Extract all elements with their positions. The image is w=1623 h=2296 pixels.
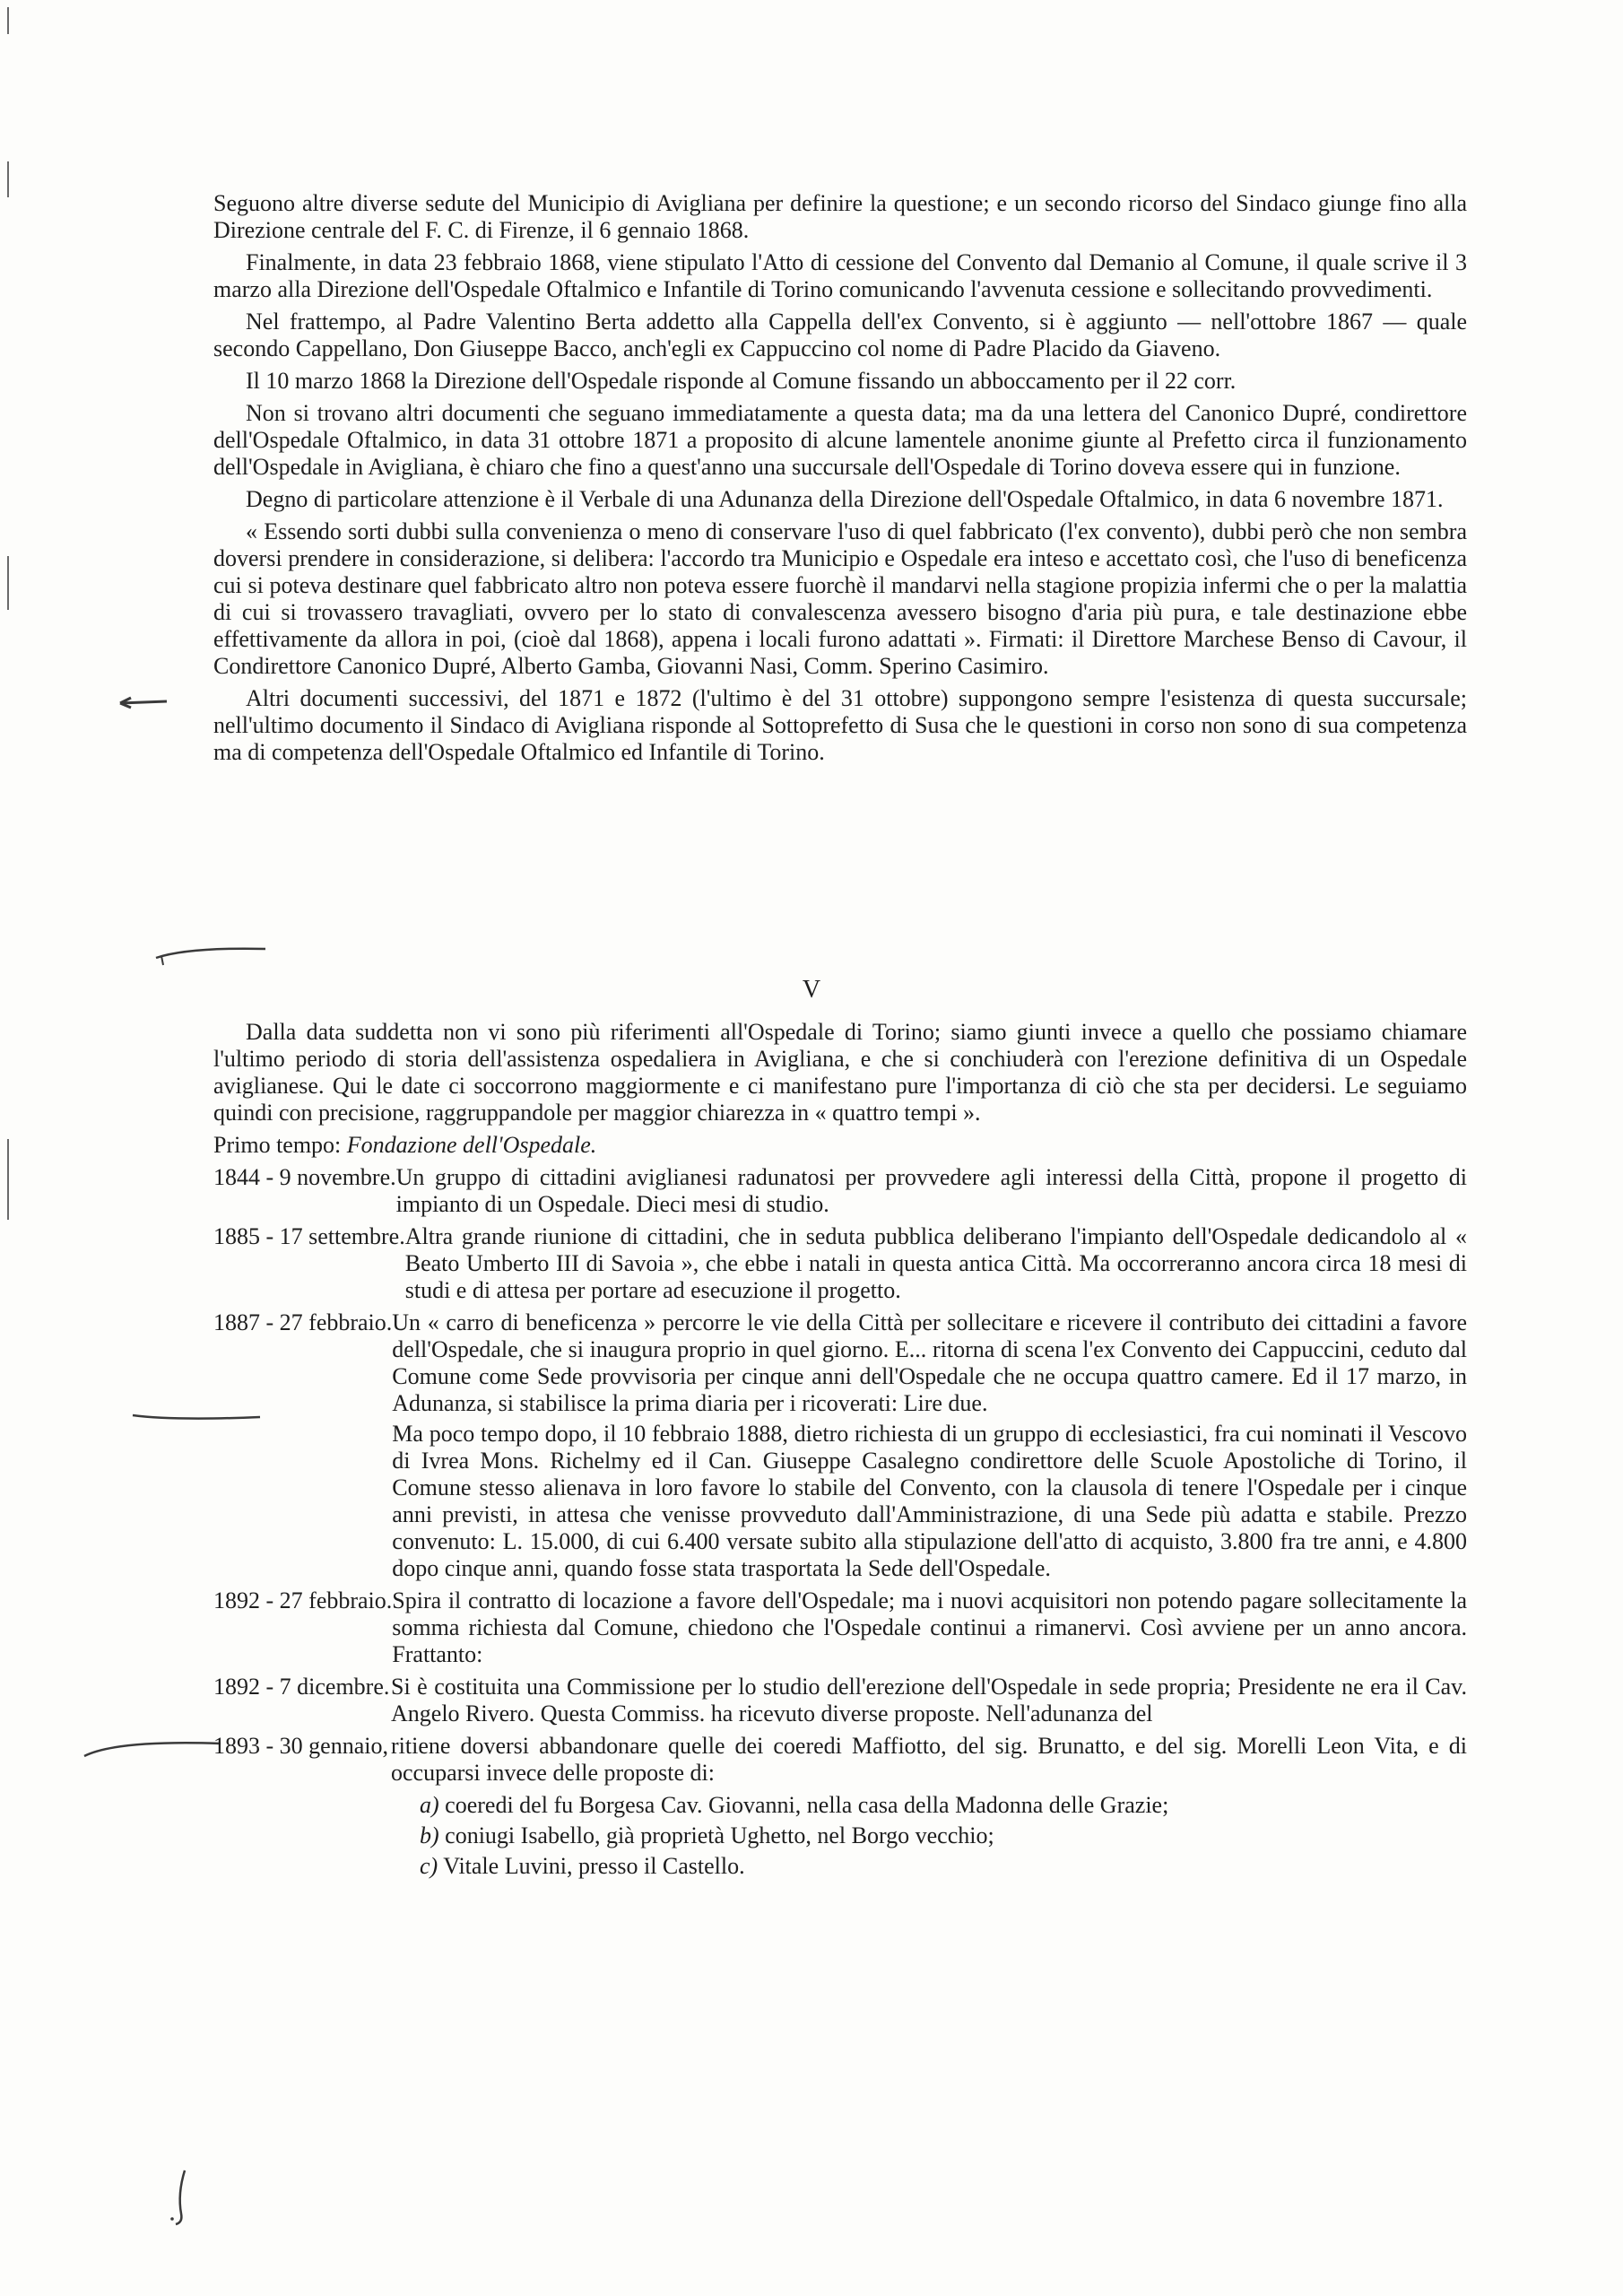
pen-line-mark (152, 942, 269, 969)
proposal-item (420, 1822, 1467, 1849)
chronology-entry (213, 1733, 1467, 1787)
binding-edge-mark (7, 1139, 9, 1220)
proposal-text: coeredi del fu Borgesa Cav. Giovanni, nella casa della Madonna delle Grazie; (445, 1792, 1169, 1818)
entry-text: Si è costituita una Commissione per lo studio dell'erezione dell'Ospedale in sede propria; Presidente ne era il Cav. Angelo Rivero. Questa Commiss. ha ricevuto diverse proposte. Nell'adunanza del (391, 1674, 1467, 1726)
tempo-label: Primo tempo: (213, 1132, 342, 1158)
body-paragraph: Finalmente, in data 23 febbraio 1868, viene stipulato l'Atto di cessione del Convento dal Demanio al Comune, il quale scrive il 3 marzo alla Direzione dell'Ospedale Oftalmico e Infantile di Torino comunicando l'avvenuta cessione e sollecitando provvedimenti. (213, 249, 1467, 302)
tempo-title: Fondazione dell'Ospedale. (346, 1132, 597, 1158)
entry-text: ritiene doversi abbandonare quelle dei coeredi Maffiotto, del sig. Brunatto, e del sig. Morelli Leon Vita, e di occuparsi invece delle proposte di: (391, 1733, 1467, 1786)
section-numeral: V (802, 976, 821, 1004)
intro-paragraph: Dalla data suddetta non vi sono più riferimenti all'Ospedale di Torino; siamo giunti invece a quello che possiamo chiamare l'ultimo periodo di storia dell'assistenza ospedaliera in Avigliana, e che si conchiuderà con l'erezione definitiva di un Ospedale aviglianese. Qui le date ci soccorrono maggiormente e ci manifestano pure l'importanza di ciò che sta per decidersi. Le seguiamo quindi con precisione, raggruppandole per maggior chiarezza in « quattro tempi ». (213, 1019, 1467, 1126)
proposal-item (420, 1792, 1467, 1819)
chronology-entry (213, 1674, 1467, 1727)
proposal-text: Vitale Luvini, presso il Castello. (443, 1853, 745, 1879)
entry-date: 1892 - 7 dicembre. (213, 1674, 390, 1700)
body-paragraph: Altri documenti successivi, del 1871 e 1872 (l'ultimo è del 31 ottobre) suppongono sempre l'esistenza di questa succursale; nell'ultimo documento il Sindaco di Avigliana risponde al Sottoprefetto di Susa che le questioni in corso non sono di sua competenza ma di competenza dell'Ospedale Oftalmico ed Infantile di Torino. (213, 685, 1467, 765)
entry-date: 1892 - 27 febbraio. (213, 1587, 393, 1613)
chronology-entry (213, 1587, 1467, 1668)
chronology-entry (213, 1164, 1467, 1218)
tempo-heading (213, 1132, 1467, 1159)
proposal-text: coniugi Isabello, già proprietà Ughetto, nel Borgo vecchio; (445, 1822, 994, 1848)
text-block-top (213, 190, 1467, 771)
chronology-entry (213, 1309, 1467, 1582)
quoted-minutes-paragraph: « Essendo sorti dubbi sulla convenienza o meno di conservare l'uso di quel fabbricato (l'ex convento), dubbi però che non sembra doversi prendere in considerazione, si delibera: l'accordo tra Municipio e Ospedale era inteso e accettato così, che l'uso di beneficenza cui si poteva destinare quel fabbricato altro non poteva essere fuorchè il mandarvi nella stagione propizia infermi che o per la malattia di cui si trovassero travagliati, ovvero per lo stato di convalescenza avessero bisogno d'aria più pura, e tale destinazione ebbe effettivamente da allora in poi, (cioè dal 1868), appena i locali furono adattati ». Firmati: il Direttore Marchese Benso di Cavour, il Condirettore Canonico Dupré, Alberto Gamba, Giovanni Nasi, Comm. Sperino Casimiro. (213, 518, 1467, 679)
proposal-letter: a) (420, 1792, 439, 1818)
proposal-item (420, 1853, 1467, 1880)
binding-edge-mark (7, 161, 9, 197)
pen-line-mark (81, 1735, 224, 1761)
body-paragraph: Degno di particolare attenzione è il Verbale di una Adunanza della Direzione dell'Ospedale Oftalmico, in data 6 novembre 1871. (246, 486, 1444, 512)
chronology-entry (213, 1223, 1467, 1304)
text-block-bottom (213, 1019, 1467, 1883)
entry-date: 1885 - 17 settembre. (213, 1223, 405, 1249)
entry-date: 1887 - 27 febbraio. (213, 1309, 393, 1335)
proposal-letter: c) (420, 1853, 438, 1879)
pen-arrow-mark (117, 692, 170, 714)
proposal-letter: b) (420, 1822, 439, 1848)
entry-extra-text: Ma poco tempo dopo, il 10 febbraio 1888, dietro richiesta di un gruppo di ecclesiastici, fra cui nominati il Vescovo di Ivrea Mons. Richelmy ed il Can. Giuseppe Casalegno condirettore delle Scuole Apostoliche di Torino, il Comune stesso alienava in loro favore lo stabile del Convento, con la clausola di tenere l'Ospedale per i cinque anni previsti, in attesa che venisse provveduto dall'Amministrazione, di una Sede più adatta e stabile. Prezzo convenuto: L. 15.000, di cui 6.400 versate subito alla stipulazione dell'atto di acquisto, 3.800 fra tre anni, e 4.800 dopo cinque anni, quando fosse stata trasportata la Sede dell'Ospedale. (392, 1421, 1467, 1581)
entry-text: Altra grande riunione di cittadini, che in seduta pubblica deliberano l'impianto dell'Ospedale dedicandolo al « Beato Umberto III di Savoia », che ebbe i natali in questa antica Città. Ma occorreranno ancora circa 18 mesi di studi e di attesa per portare ad esecuzione il progetto. (404, 1223, 1467, 1303)
entry-text: Spira il contratto di locazione a favore dell'Ospedale; ma i nuovi acquisitori non potendo pagare sollecitamente la somma richiesta dal Comune, chiedono che l'Ospedale continui a rimanervi. Così avviene per un anno ancora. Frattanto: (392, 1587, 1467, 1667)
body-paragraph: Seguono altre diverse sedute del Municipio di Avigliana per definire la questione; e un secondo ricorso del Sindaco giunge fino alla Direzione centrale del F. C. di Firenze, il 6 gennaio 1868. (213, 190, 1467, 243)
body-paragraph: Nel frattempo, al Padre Valentino Berta addetto alla Cappella dell'ex Convento, si è aggiunto — nell'ottobre 1867 — quale secondo Cappellano, Don Giuseppe Bacco, anch'egli ex Cappuccino col nome di Padre Placido da Giaveno. (213, 309, 1467, 361)
binding-edge-mark (7, 7, 9, 34)
body-paragraph: Non si trovano altri documenti che seguano immediatamente a questa data; ma da una lettera del Canonico Dupré, condirettore dell'Ospedale Oftalmico, in data 31 ottobre 1871 a proposito di alcune lamentele anonime giunte al Prefetto circa il funzionamento dell'Ospedale in Avigliana, è chiaro che fino a quest'anno una succursale dell'Ospedale di Torino doveva essere qui in funzione. (213, 400, 1467, 480)
proposals-list (391, 1792, 1467, 1880)
entry-date: 1844 - 9 novembre. (213, 1164, 396, 1190)
entry-text: Un gruppo di cittadini aviglianesi radunatosi per provvedere agli interessi della Città, propone il progetto di impianto di un Ospedale. Dieci mesi di studio. (395, 1164, 1467, 1217)
entry-text-wrapper (392, 1309, 1467, 1582)
entry-date: 1893 - 30 gennaio, (213, 1733, 388, 1759)
entry-text: Un « carro di beneficenza » percorre le vie della Città per sollecitare e ricevere il contributo dei cittadini a favore dell'Ospedale, che si inaugura proprio in quel giorno. E... ritorna di scena l'ex Convento dei Cappuccini, ceduto dal Comune come Sede provvisoria per cinque anni dell'Ospedale che ne occupa quattro camere. Ed il 17 marzo, in Adunanza, si stabilisce la prima diaria per i ricoverati: Lire due. (392, 1309, 1467, 1416)
binding-edge-mark (7, 556, 9, 610)
body-paragraph: Il 10 marzo 1868 la Direzione dell'Ospedale risponde al Comune fissando un abboccamento per il 22 corr. (246, 368, 1237, 394)
pen-signature-mark (163, 2167, 199, 2230)
